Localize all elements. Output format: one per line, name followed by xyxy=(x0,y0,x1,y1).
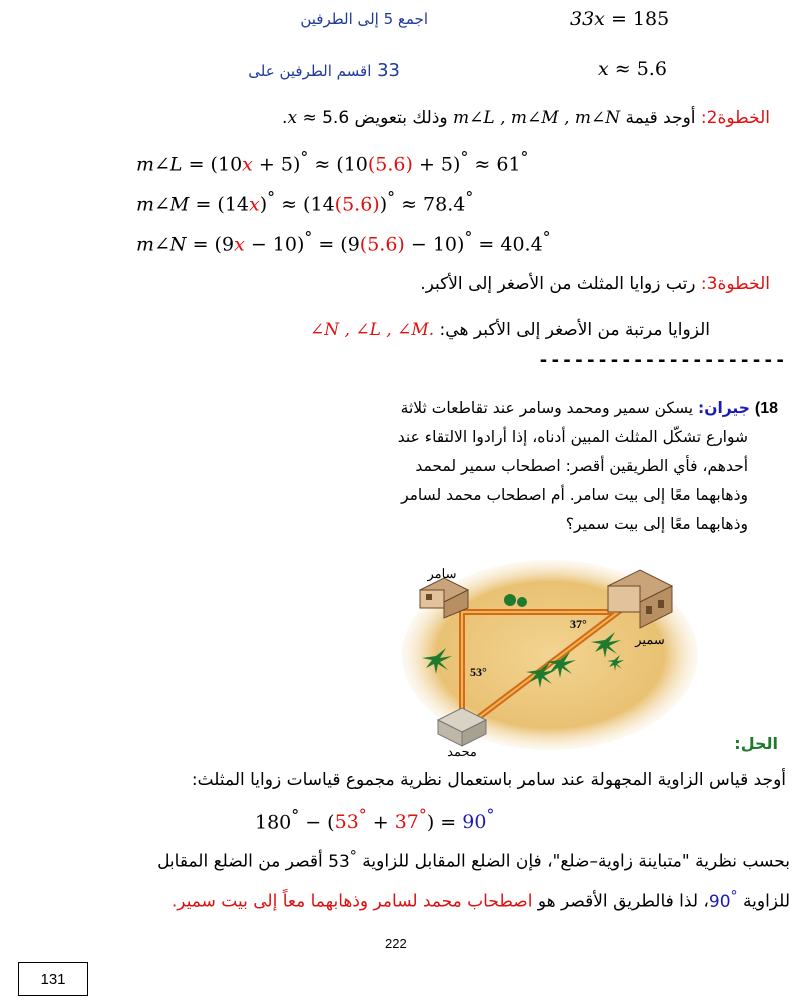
label-samir: سمير xyxy=(635,632,665,647)
separator-line: --------------------- xyxy=(538,350,787,371)
step-note-divide: 33 اقسم الطرفين على xyxy=(248,60,400,81)
angle-label-53: 53° xyxy=(470,665,487,679)
angle-label-37: 37° xyxy=(570,617,587,631)
problem-number: 18) xyxy=(754,400,778,417)
problem-text-1: يسكن سمير ومحمد وسامر عند تقاطعات ثلاثة xyxy=(400,399,694,417)
step2-line xyxy=(282,108,770,128)
label-mohammad: محمد xyxy=(447,744,477,759)
page-number-box xyxy=(18,962,88,996)
solution-line-1: أوجد قياس الزاوية المجهولة عند سامر باستعمال نظرية مجموع قياسات زوايا المثلث: xyxy=(191,770,786,790)
page-number: 222 xyxy=(385,936,407,951)
equation-x-approx: x ≈ 5.6 xyxy=(598,58,667,80)
step3-line xyxy=(420,274,770,294)
solution-label: الحل: xyxy=(734,734,778,753)
triangle-figure xyxy=(400,560,700,760)
problem-line-5: وذهابهما معًا إلى بيت سمير؟ xyxy=(565,515,748,533)
step3-text: رتب زوايا المثلث من الأصغر إلى الأكبر. xyxy=(420,274,696,294)
solution-equation: 180° − (53° + 37°) = 90° xyxy=(255,806,495,834)
equation-angle-N: m∠N = (9x − 10)° = (9(5.6) − 10)° = 40.4° xyxy=(136,228,551,256)
solution-answer: اصطحاب محمد لسامر وذهابهما معاً إلى بيت سمير. xyxy=(171,891,533,912)
page-number-box-value: 131 xyxy=(40,970,66,988)
problem-line-1 xyxy=(298,394,778,423)
problem-title: جيران: xyxy=(698,399,750,417)
step-note-add: اجمع 5 إلى الطرفين xyxy=(300,10,428,28)
step2-text: أوجد قيمة m∠L , m∠M , m∠N وذلك بتعويض x ≈ 5.6. xyxy=(282,108,696,128)
step3-result-text: الزوايا مرتبة من الأصغر إلى الأكبر هي: xyxy=(439,320,710,340)
solution-line-3: للزاوية 90°، لذا فالطريق الأقصر هو اصطحاب محمد لسامر وذهابهما معاً إلى بيت سمير. xyxy=(171,888,790,912)
label-samer: سامر xyxy=(427,566,457,581)
equation-33x: 33x = 185 xyxy=(570,8,670,30)
solution-line-2: بحسب نظرية "متباينة زاوية–ضلع"، فإن الضلع المقابل للزاوية 53° أقصر من الضلع المقابل xyxy=(157,848,790,872)
step3-result-value: ∠N , ∠L , ∠M. xyxy=(310,320,435,340)
step2-label: الخطوة2: xyxy=(700,108,770,128)
equation-angle-M: m∠M = (14x)° ≈ (14(5.6))° ≈ 78.4° xyxy=(136,188,474,216)
figure-svg xyxy=(400,560,700,760)
problem-line-3: أحدهم، فأي الطريقين أقصر: اصطحاب سمير لمحمد xyxy=(415,457,748,475)
step3-label: الخطوة3: xyxy=(700,274,770,294)
problem-line-4: وذهابهما معًا إلى بيت سامر. أم اصطحاب محمد لسامر xyxy=(401,486,748,504)
equation-angle-L: m∠L = (10x + 5)° ≈ (10(5.6) + 5)° ≈ 61° xyxy=(136,148,529,176)
problem-18 xyxy=(298,394,778,539)
step3-result xyxy=(310,320,710,340)
problem-line-2: شوارع تشكّل المثلث المبين أدناه، إذا أرادوا الالتقاء عند xyxy=(397,428,748,446)
